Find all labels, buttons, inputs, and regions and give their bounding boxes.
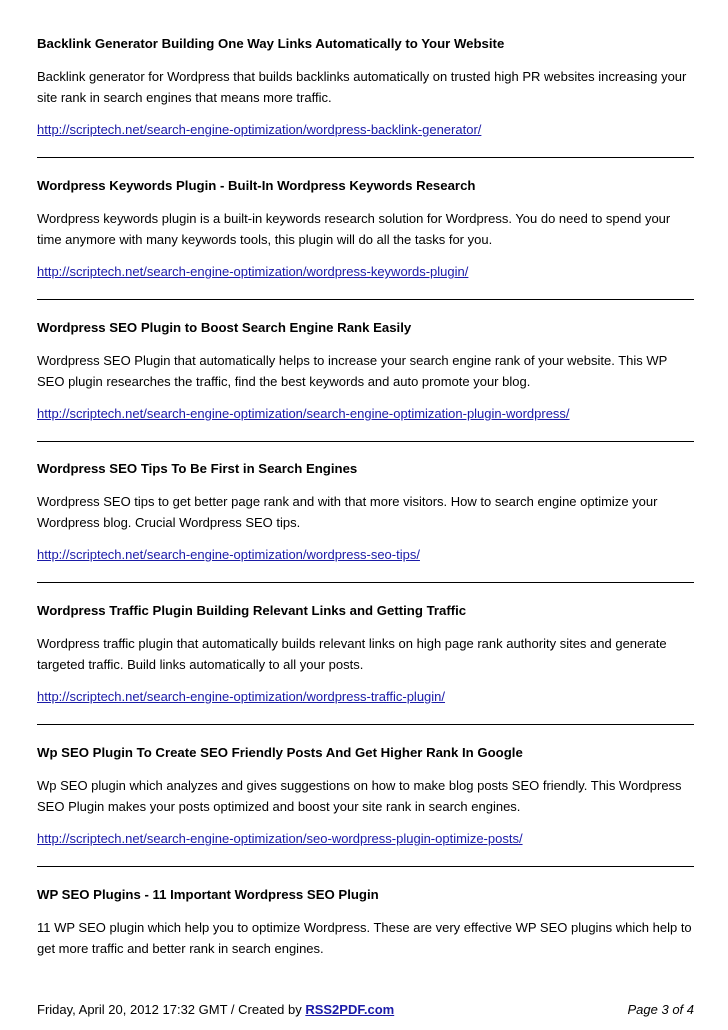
article-title: Backlink Generator Building One Way Links Automatically to Your Website	[37, 36, 505, 51]
rss2pdf-link[interactable]: RSS2PDF.com	[305, 1002, 395, 1017]
article-description: Wordpress SEO tips to get better page rank and with that more visitors. How to search engine optimize your Wordpress blog. Crucial Wordpress SEO tips.	[37, 494, 658, 530]
article-title: Wordpress Keywords Plugin - Built-In Wordpress Keywords Research	[37, 178, 476, 193]
article-link[interactable]: http://scriptech.net/search-engine-optimization/wordpress-backlink-generator/	[37, 122, 482, 137]
article-title: Wordpress SEO Tips To Be First in Search Engines	[37, 461, 358, 476]
article-description: Backlink generator for Wordpress that builds backlinks automatically on trusted high PR websites increasing your site rank in search engines that means more traffic.	[37, 69, 687, 105]
footer-created-text: Friday, April 20, 2012 17:32 GMT / Created by	[37, 1002, 306, 1017]
article-link[interactable]: http://scriptech.net/search-engine-optimization/wordpress-keywords-plugin/	[37, 264, 469, 279]
article-title: Wordpress Traffic Plugin Building Relevant Links and Getting Traffic	[37, 603, 467, 618]
article-description: Wordpress traffic plugin that automatically builds relevant links on high page rank authority sites and generate targeted traffic. Build links automatically to all your posts.	[37, 636, 667, 672]
article-link[interactable]: http://scriptech.net/search-engine-optimization/search-engine-optimization-plugin-wordpress/	[37, 406, 570, 421]
article-description: Wordpress SEO Plugin that automatically helps to increase your search engine rank of your website. This WP SEO plugin researches the traffic, find the best keywords and auto promote your blog.	[37, 353, 668, 389]
article-title: Wordpress SEO Plugin to Boost Search Engine Rank Easily	[37, 320, 412, 335]
divider	[37, 724, 694, 725]
page-number: Page 3 of 4	[627, 1002, 694, 1017]
article-description: Wp SEO plugin which analyzes and gives suggestions on how to make blog posts SEO friendly. This Wordpress SEO Plugin makes your posts optimized and boost your site rank in search engines.	[37, 778, 682, 814]
article-title: Wp SEO Plugin To Create SEO Friendly Posts And Get Higher Rank In Google	[37, 745, 523, 760]
article-title: WP SEO Plugins - 11 Important Wordpress SEO Plugin	[37, 887, 379, 902]
divider	[37, 157, 694, 158]
article-description: Wordpress keywords plugin is a built-in keywords research solution for Wordpress. You do need to spend your time anymore with many keywords tools, this plugin will do all the tasks for you.	[37, 211, 671, 247]
divider	[37, 582, 694, 583]
article-link[interactable]: http://scriptech.net/search-engine-optimization/wordpress-seo-tips/	[37, 547, 420, 562]
article-link[interactable]: http://scriptech.net/search-engine-optimization/seo-wordpress-plugin-optimize-posts/	[37, 831, 523, 846]
page-footer	[37, 1002, 694, 1017]
article-link[interactable]: http://scriptech.net/search-engine-optimization/wordpress-traffic-plugin/	[37, 689, 446, 704]
article-description: 11 WP SEO plugin which help you to optimize Wordpress. These are very effective WP SEO plugins which help to get more traffic and better rank in search engines.	[37, 920, 692, 956]
divider	[37, 299, 694, 300]
divider	[37, 866, 694, 867]
divider	[37, 441, 694, 442]
